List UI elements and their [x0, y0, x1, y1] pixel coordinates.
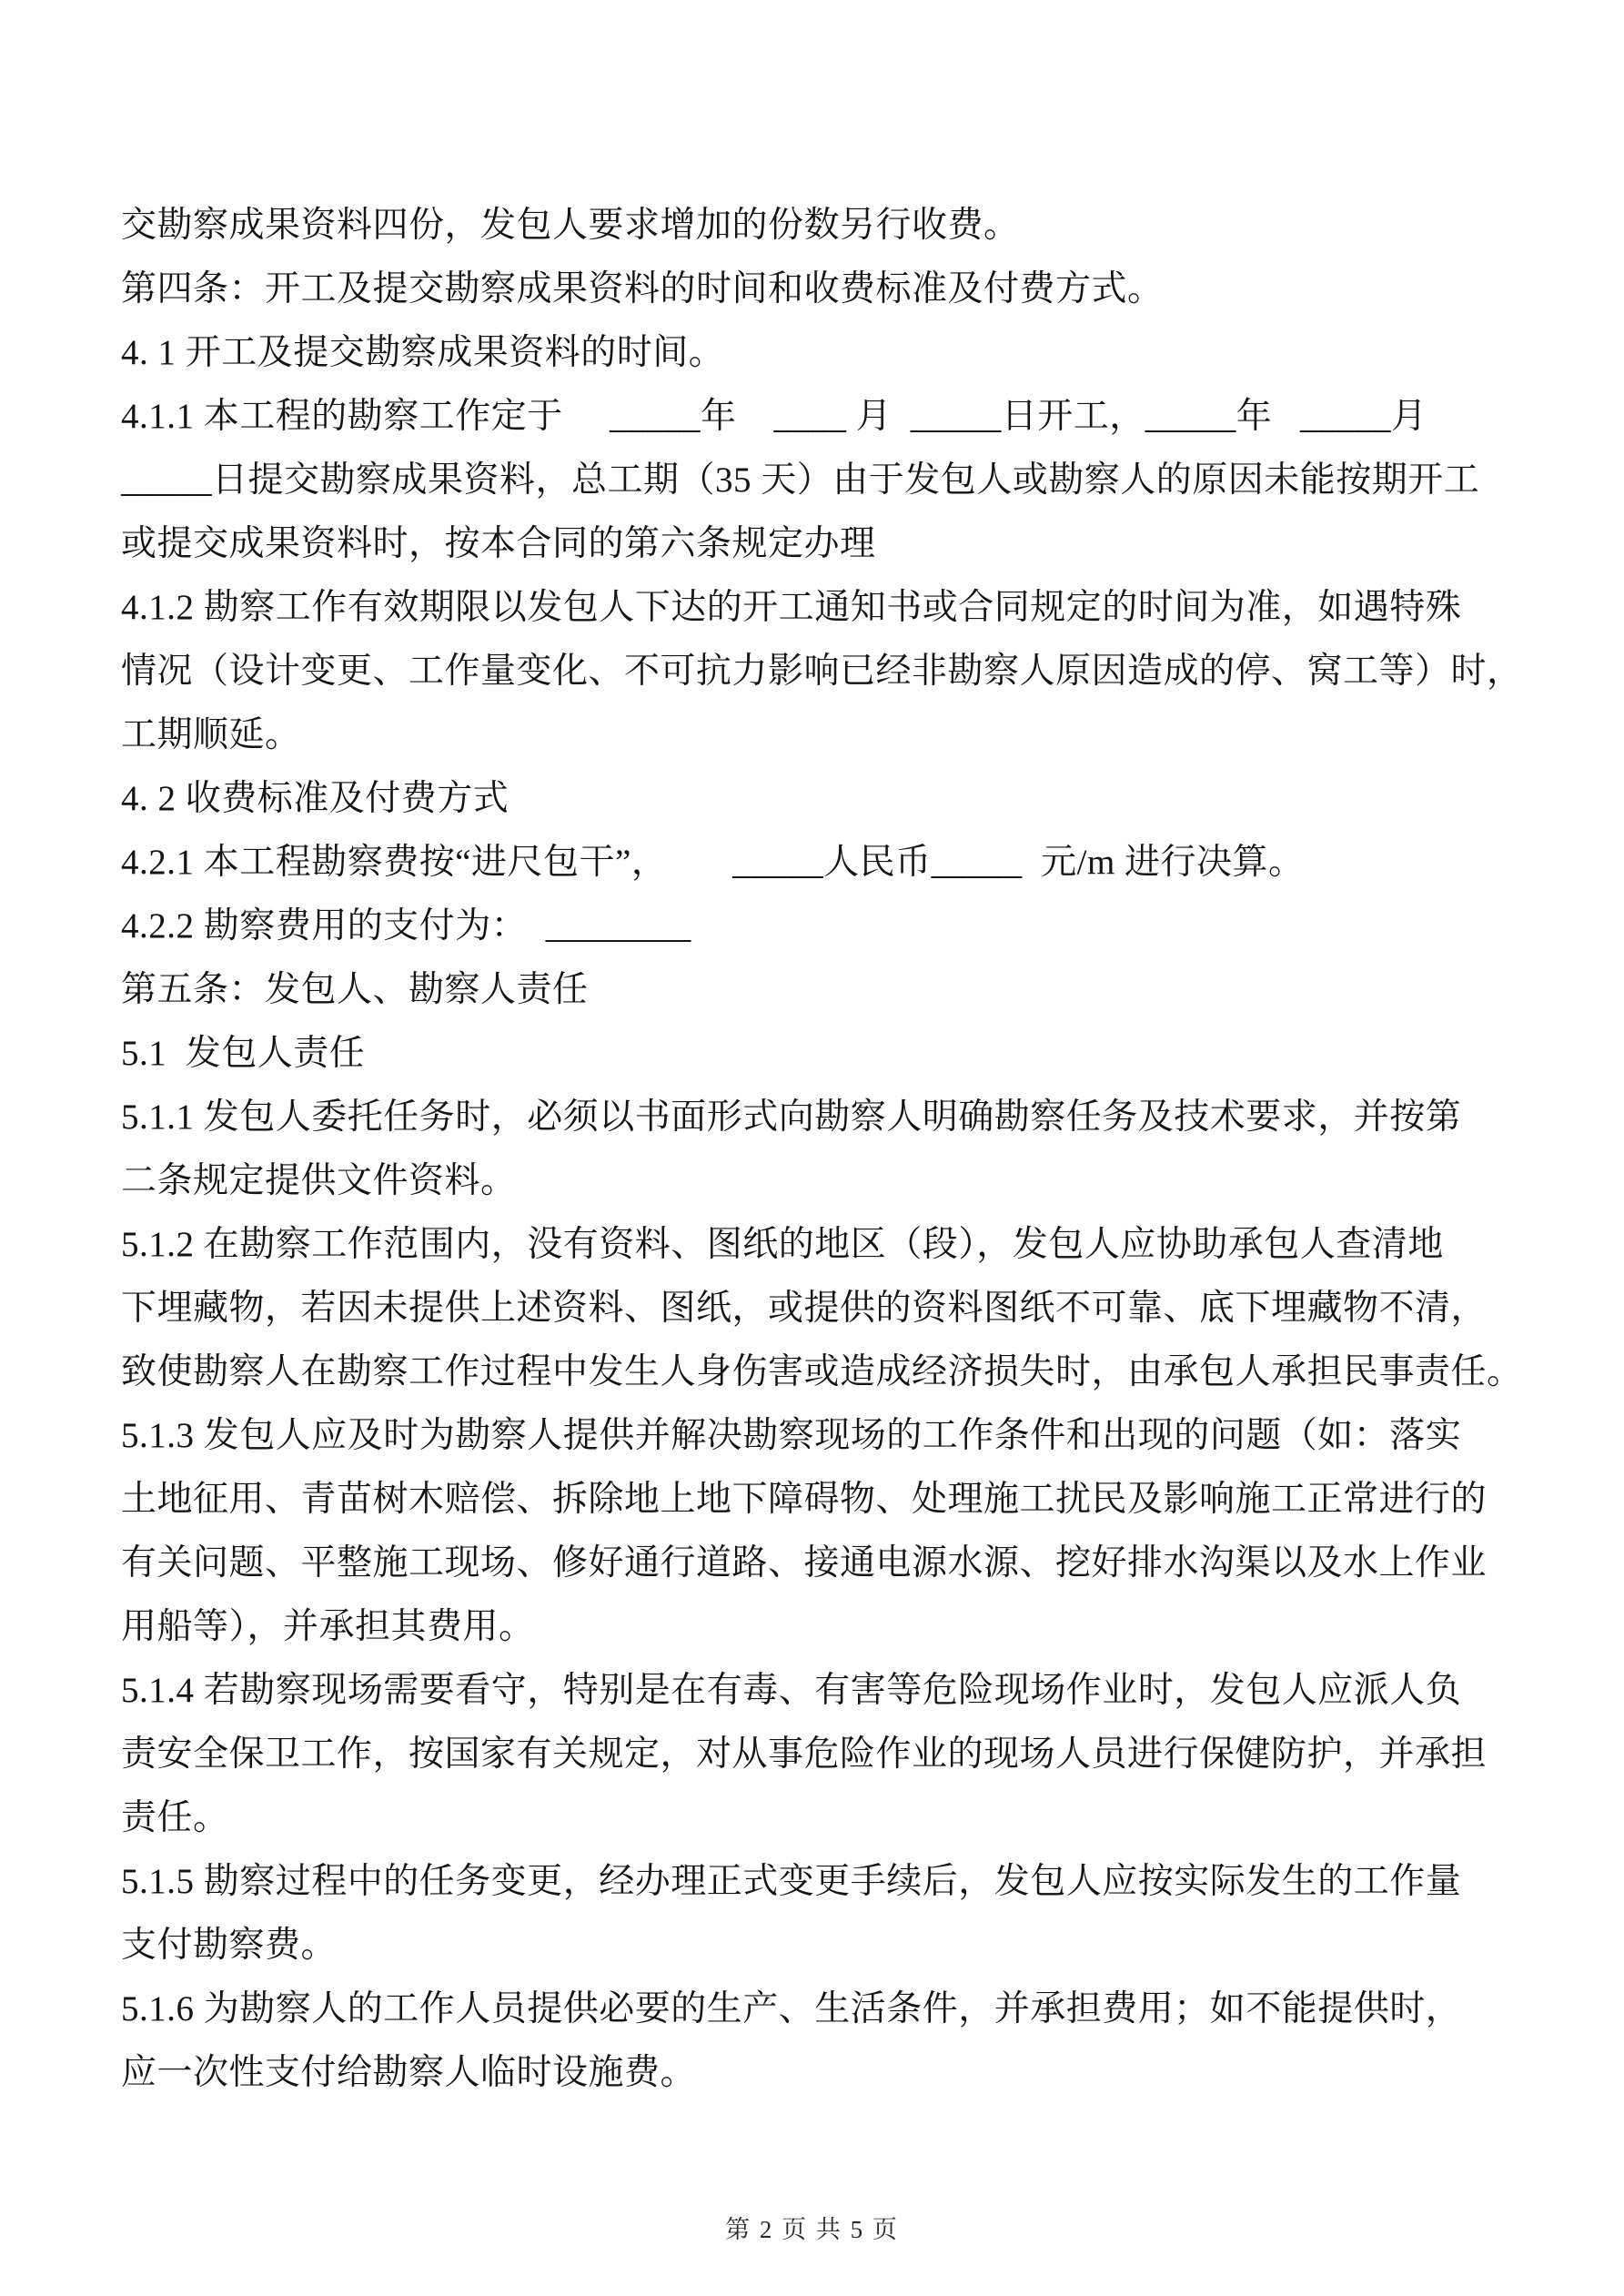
doc-line-22: 有关问题、平整施工现场、修好通行道路、接通电源水源、挖好排水沟渠以及水上作业 — [121, 1543, 1488, 1583]
doc-line-20: 5.1.3 发包人应及时为勘察人提供并解决勘察现场的工作条件和出现的问题（如：落实 — [121, 1416, 1462, 1455]
doc-line-13: 第五条：发包人、勘察人责任 — [121, 970, 589, 1009]
doc-line-29: 5.1.6 为勘察人的工作人员提供必要的生产、生活条件，并承担费用；如不能提供时， — [121, 1989, 1462, 2028]
doc-line-7: 4.1.2 勘察工作有效期限以发包人下达的开工通知书或合同规定的时间为准，如遇特殊 — [121, 588, 1462, 627]
doc-line-27: 5.1.5 勘察过程中的任务变更，经办理正式变更手续后，发包人应按实际发生的工作量 — [121, 1862, 1462, 1901]
doc-line-3: 4. 1 开工及提交勘察成果资料的时间。 — [121, 333, 725, 372]
doc-line-26: 责任。 — [121, 1798, 229, 1837]
doc-line-25: 责安全保卫工作，按国家有关规定，对从事危险作业的现场人员进行保健防护，并承担 — [121, 1735, 1488, 1774]
doc-line-9: 工期顺延。 — [121, 715, 301, 754]
doc-line-8: 情况（设计变更、工作量变化、不可抗力影响已经非勘察人原因造成的停、窝工等）时， — [121, 652, 1523, 691]
doc-line-23: 用船等），并承担其费用。 — [121, 1607, 535, 1646]
doc-line-11: 4.2.1 本工程勘察费按“进尺包干”， _____人民币_____ 元/m 进行决算。 — [121, 843, 1305, 882]
doc-line-10: 4. 2 收费标准及付费方式 — [121, 779, 509, 818]
doc-line-18: 下埋藏物，若因未提供上述资料、图纸，或提供的资料图纸不可靠、底下埋藏物不清， — [121, 1289, 1488, 1328]
doc-line-14: 5.1 发包人责任 — [121, 1034, 366, 1073]
doc-line-5: _____日提交勘察成果资料，总工期（35 天）由于发包人或勘察人的原因未能按期开工 — [121, 460, 1480, 500]
page-footer: 第 2 页 共 5 页 — [725, 2216, 899, 2243]
doc-line-17: 5.1.2 在勘察工作范围内，没有资料、图纸的地区（段），发包人应协助承包人查清地 — [121, 1225, 1444, 1264]
doc-line-2: 第四条：开工及提交勘察成果资料的时间和收费标准及付费方式。 — [121, 269, 1164, 308]
doc-line-28: 支付勘察费。 — [121, 1926, 338, 1965]
doc-line-24: 5.1.4 若勘察现场需要看守，特别是在有毒、有害等危险现场作业时，发包人应派人负 — [121, 1671, 1462, 1710]
doc-line-21: 土地征用、青苗树木赔偿、拆除地上地下障碍物、处理施工扰民及影响施工正常进行的 — [121, 1480, 1488, 1519]
doc-line-6: 或提交成果资料时，按本合同的第六条规定办理 — [121, 524, 876, 563]
doc-line-19: 致使勘察人在勘察工作过程中发生人身伤害或造成经济损失时，由承包人承担民事责任。 — [121, 1352, 1523, 1391]
doc-line-16: 二条规定提供文件资料。 — [121, 1161, 517, 1200]
doc-line-30: 应一次性支付给勘察人临时设施费。 — [121, 2053, 697, 2092]
doc-line-15: 5.1.1 发包人委托任务时，必须以书面形式向勘察人明确勘察任务及技术要求，并按第 — [121, 1097, 1462, 1137]
doc-line-4: 4.1.1 本工程的勘察工作定于 _____年 ____ 月 _____日开工，_____年 _____月 — [121, 397, 1427, 436]
doc-line-1: 交勘察成果资料四份，发包人要求增加的份数另行收费。 — [121, 206, 1020, 245]
doc-line-12: 4.2.2 勘察费用的支付为： ________ — [121, 906, 691, 946]
document-body — [121, 194, 1523, 2105]
